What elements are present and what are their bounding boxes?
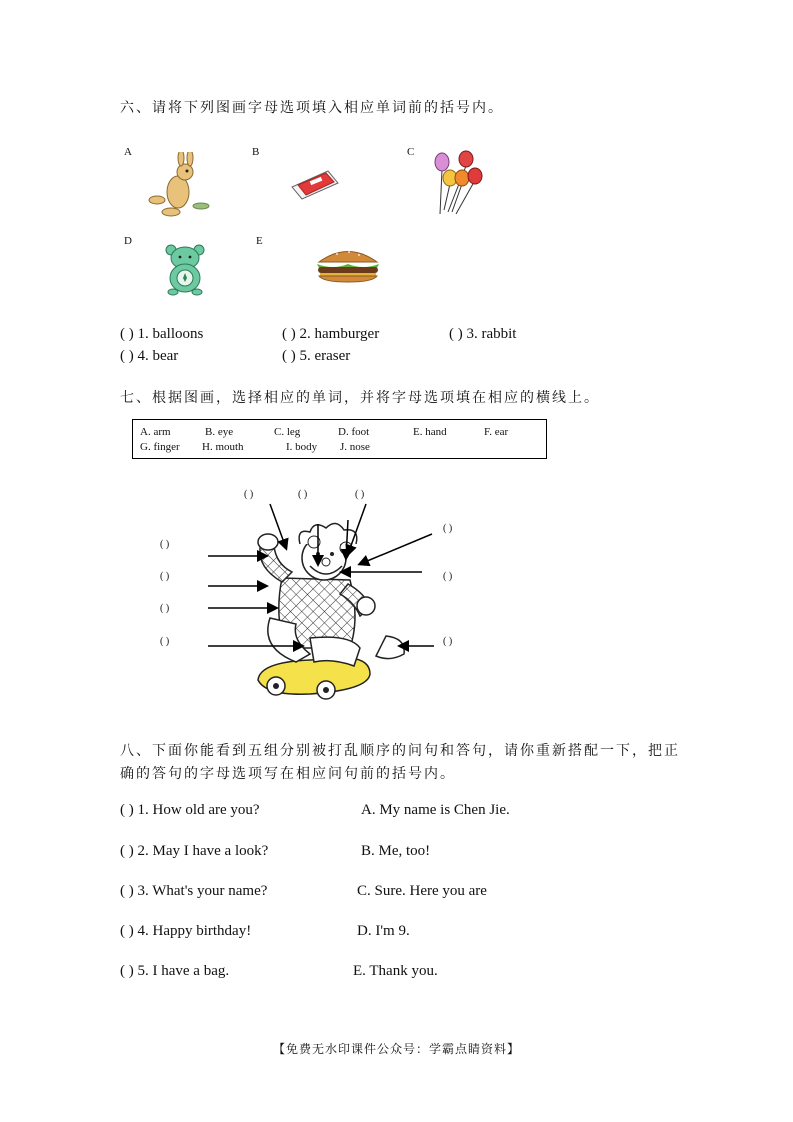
label-a: A [124, 146, 132, 158]
option-hand: E. hand [413, 426, 447, 438]
blank-left-3: ( ) [160, 603, 170, 614]
s6-item-3: ( ) 3. rabbit [449, 326, 517, 342]
blank-right-1: ( ) [443, 523, 453, 534]
s6-item-1: ( ) 1. balloons [120, 326, 204, 342]
option-eye: B. eye [205, 426, 234, 438]
rabbit-picture [145, 152, 211, 218]
answer-e: E. Thank you. [353, 963, 438, 979]
answer-b: B. Me, too! [361, 843, 431, 859]
option-mouth: H. mouth [202, 441, 244, 453]
answer-d: D. I'm 9. [357, 923, 410, 939]
label-e: E [256, 235, 263, 247]
blank-left-4: ( ) [160, 636, 170, 647]
option-body: I. body [286, 441, 318, 453]
hamburger-picture [313, 245, 383, 283]
eraser-picture [288, 165, 340, 203]
section7-heading: 七、根据图画，选择相应的单词，并将字母选项填在相应的横线上。 [120, 390, 600, 406]
blank-left-1: ( ) [160, 539, 170, 550]
question-4: ( ) 4. Happy birthday! [120, 923, 252, 939]
label-b: B [252, 146, 260, 158]
s6-item-5: ( ) 5. eraser [282, 348, 351, 364]
answer-a: A. My name is Chen Jie. [361, 802, 510, 818]
blank-top-1: ( ) [244, 489, 254, 500]
option-leg: C. leg [274, 426, 301, 438]
blank-right-3: ( ) [443, 636, 453, 647]
option-nose: J. nose [340, 441, 370, 453]
label-d: D [124, 235, 132, 247]
label-c: C [407, 146, 415, 158]
footer-note: 【免费无水印课件公众号：学霸点睛资料】 [272, 1042, 520, 1056]
s6-item-2: ( ) 2. hamburger [282, 326, 380, 342]
blank-top-3: ( ) [355, 489, 365, 500]
balloons-picture [430, 150, 486, 216]
clown-picture [200, 498, 440, 704]
question-2: ( ) 2. May I have a look? [120, 843, 269, 859]
question-1: ( ) 1. How old are you? [120, 802, 260, 818]
bear-picture [163, 244, 207, 296]
section8-heading-line2: 确的答句的字母选项写在相应问句前的括号内。 [120, 766, 456, 782]
section8-heading-line1: 八、下面你能看到五组分别被打乱顺序的问句和答句，请你重新搭配一下，把正 [120, 743, 680, 759]
blank-left-2: ( ) [160, 571, 170, 582]
word-options-box [132, 419, 547, 459]
option-arm: A. arm [140, 426, 171, 438]
blank-top-2: ( ) [298, 489, 308, 500]
option-ear: F. ear [484, 426, 509, 438]
s6-item-4: ( ) 4. bear [120, 348, 179, 364]
question-3: ( ) 3. What's your name? [120, 883, 268, 899]
question-5: ( ) 5. I have a bag. [120, 963, 230, 979]
option-foot: D. foot [338, 426, 370, 438]
section6-heading: 六、请将下列图画字母选项填入相应单词前的括号内。 [120, 100, 504, 116]
answer-c: C. Sure. Here you are [357, 883, 487, 899]
option-finger: G. finger [140, 441, 180, 453]
blank-right-2: ( ) [443, 571, 453, 582]
